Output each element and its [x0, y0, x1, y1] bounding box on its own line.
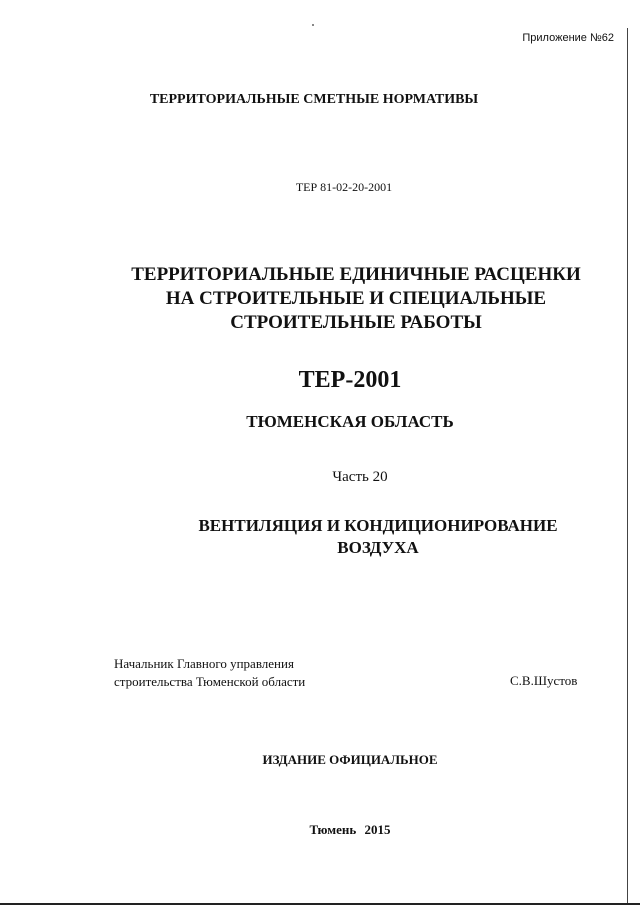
signatory-position [114, 655, 305, 691]
edition-label: ИЗДАНИЕ ОФИЦИАЛЬНОЕ [262, 752, 438, 767]
scan-speck [312, 24, 314, 26]
region-heading: ТЮМЕНСКАЯ ОБЛАСТЬ [246, 412, 454, 431]
document-title [36, 263, 640, 335]
ter-heading: ТЕР-2001 [298, 367, 402, 393]
signatory-name: С.В.Шустов [510, 673, 578, 688]
city-year: Тюмень 2015 [309, 822, 391, 837]
position-line: Начальник Главного управления [114, 656, 294, 671]
title-line: СТРОИТЕЛЬНЫЕ РАБОТЫ [230, 312, 482, 333]
part-label: Часть 20 [332, 469, 388, 485]
scan-edge-right [627, 28, 628, 905]
title-line: ТЕРРИТОРИАЛЬНЫЕ ЕДИНИЧНЫЕ РАСЦЕНКИ [131, 264, 581, 285]
section-line: ВЕНТИЛЯЦИЯ И КОНДИЦИОНИРОВАНИЕ [198, 516, 558, 535]
document-code: ТЕР 81-02-20-2001 [295, 180, 393, 194]
section-title [58, 515, 640, 559]
organization-heading: ТЕРРИТОРИАЛЬНЫЕ СМЕТНЫЕ НОРМАТИВЫ [149, 92, 479, 107]
position-line: строительства Тюменской области [114, 674, 306, 689]
section-line: ВОЗДУХА [337, 538, 419, 557]
title-line: НА СТРОИТЕЛЬНЫЕ И СПЕЦИАЛЬНЫЕ [165, 288, 547, 309]
appendix-label: Приложение №62 [522, 32, 614, 44]
